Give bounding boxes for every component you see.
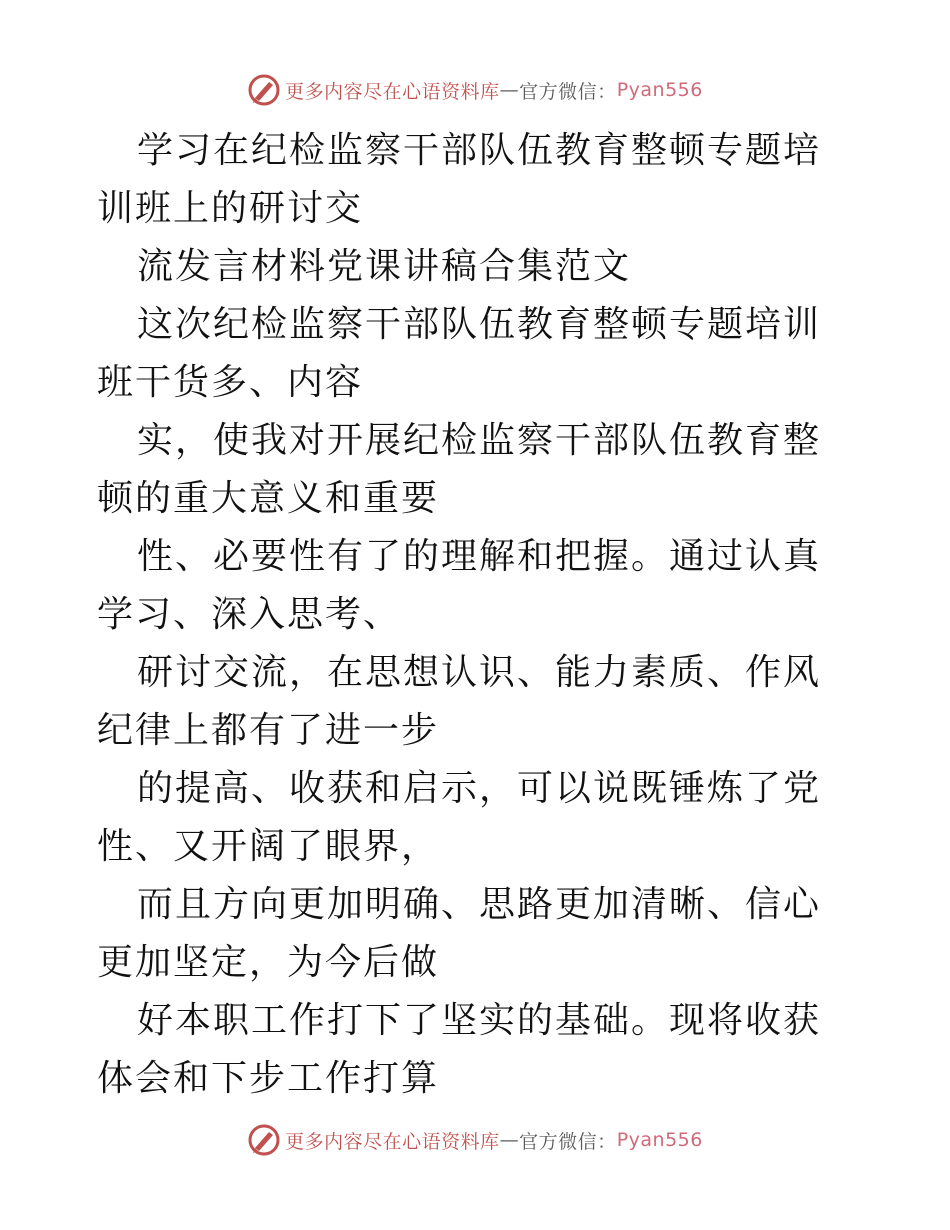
banner-wechat-id: Pyan556 xyxy=(616,1129,703,1151)
pen-logo-icon xyxy=(247,1123,281,1157)
paragraph: 研讨交流，在思想认识、能力素质、作风纪律上都有了进一步 xyxy=(97,652,822,751)
footer-banner xyxy=(0,1120,950,1160)
paragraph: 而且方向更加明确、思路更加清晰、信心更加坚定，为今后做 xyxy=(97,884,822,983)
paragraph: 性、必要性有了的理解和把握。通过认真学习、深入思考、 xyxy=(97,536,822,635)
banner-wechat-label: 官方微信： xyxy=(519,1130,617,1153)
header-banner xyxy=(0,70,950,110)
pen-logo-icon xyxy=(247,73,281,107)
paragraph: 好本职工作打下了坚实的基础。现将收获体会和下步工作打算 xyxy=(97,1000,822,1099)
banner-main-text: 更多内容尽在心语资料库 xyxy=(285,80,500,103)
paragraph: 实，使我对开展纪检监察干部队伍教育整顿的重大意义和重要 xyxy=(97,420,822,519)
banner-main-text: 更多内容尽在心语资料库 xyxy=(285,1130,500,1153)
paragraph: 的提高、收获和启示，可以说既锤炼了党性、又开阔了眼界， xyxy=(97,768,822,867)
paragraph: 学习在纪检监察干部队伍教育整顿专题培训班上的研讨交 xyxy=(97,130,822,229)
banner-wechat-id: Pyan556 xyxy=(616,79,703,101)
banner-wechat-label: 官方微信： xyxy=(519,80,617,103)
banner-dash: — xyxy=(499,1129,520,1151)
banner-dash: — xyxy=(499,79,520,101)
document-body xyxy=(97,122,857,1108)
paragraph: 这次纪检监察干部队伍教育整顿专题培训班干货多、内容 xyxy=(97,304,822,403)
paragraph: 流发言材料党课讲稿合集范文 xyxy=(137,246,632,287)
